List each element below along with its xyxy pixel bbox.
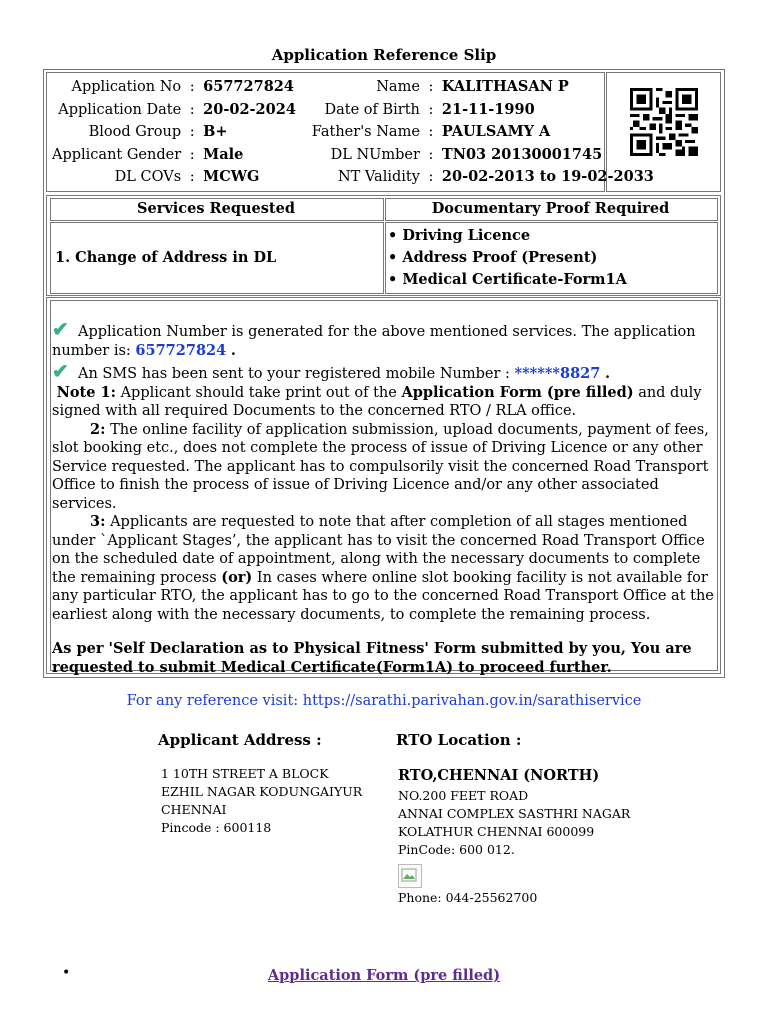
note-1 [52,384,718,421]
sms-message [52,359,718,384]
info-row [52,76,662,99]
colon: : [428,79,434,95]
nt-validity-value: 20-02-2013 to 19-02-2033 [441,168,654,185]
reference-link-text[interactable]: For any reference visit: https://sarathi.parivahan.gov.in/sarathiservice [126,693,642,709]
rto-address-line: PinCode: 600 012. [398,842,515,857]
colon: : [189,169,195,185]
document-item: • Driving Licence [388,227,531,244]
colon: : [428,124,434,140]
dl-covs-label: DL COVs [114,169,182,185]
dob-label: Date of Birth [324,101,420,118]
application-generated-message [52,317,718,360]
address-line: CHENNAI [161,802,227,817]
application-no-label: Application No [71,79,182,95]
gender-label: Applicant Gender [52,146,182,163]
note-3-label: 3: [90,513,106,530]
name-value: KALITHASAN P [441,78,569,95]
note-1-text: Applicant should take print out of the [120,384,397,401]
period: . [230,341,236,359]
document-item: • Address Proof (Present) [388,249,598,266]
document-item: • Medical Certificate-Form1A [388,271,627,288]
note-2 [52,421,718,514]
note-2-label: 2: [90,420,106,438]
info-row [52,121,662,144]
sms-text: An SMS has been sent to your registered mobile Number : [77,366,510,382]
document-list [388,225,627,291]
colon: : [189,79,195,95]
blood-group-value: B+ [203,123,228,140]
rto-address-line: NO.200 FEET ROAD [398,788,529,803]
application-no-value: 657727824 [203,78,294,95]
applicant-info-table [52,76,662,189]
page-title: Application Reference Slip [271,46,497,64]
note-3-text-cont: In cases where online slot booking facility is not available for any particular RTO, the applicant has to go to the concerned Road Transport Office at the earliest along with the necessary documents, to complete the remaining process. [52,569,714,623]
rto-name: RTO,CHENNAI (NORTH) [398,767,600,784]
application-form-text: Application Form (pre filled) [401,383,634,401]
note-2-text: The online facility of application submission, upload documents, payment of fees, slot booking etc., does not complete the process of issue of Driving Licence or any other Service requested. The applicant has to compulsorily visit the concerned Road Transport Office to finish the process of issue of Driving Licence and/or any other associated services. [52,421,709,512]
message-text: Application Number is generated for the above mentioned services. The application number is: [52,324,696,359]
notes-section [52,317,718,677]
applicant-address [161,765,362,837]
nt-validity-label: NT Validity [337,169,420,185]
mobile-number: ******8827 [514,365,601,382]
declaration-text: As per 'Self Declaration as to Physical Fitness' Form submitted by you, You are requested to submit Medical Certificate(Form1A) to proceed further. [52,640,692,676]
dl-number-value: TN03 20130001745 [441,145,603,163]
name-label: Name [376,79,420,95]
colon: : [189,101,195,118]
rto-address-line: KOLATHUR CHENNAI 600099 [398,824,595,839]
fathers-name-value: PAULSAMY A [441,123,551,140]
address-line: EZHIL NAGAR KODUNGAIYUR [161,784,363,799]
info-row [52,166,662,189]
qr-code-icon [630,88,698,156]
note-3 [52,513,718,624]
list-bullet: • [62,965,71,981]
info-row [52,99,662,122]
application-date-label: Application Date [58,101,182,118]
applicant-address-heading: Applicant Address : [158,731,322,749]
documentary-proof-header: Documentary Proof Required [431,200,670,217]
address-line: Pincode : 600118 [161,820,272,835]
broken-image-icon [398,864,422,888]
rto-address-line: ANNAI COMPLEX SASTHRI NAGAR [398,806,631,821]
note-3-text: Applicants are requested to note that after completion of all stages mentioned under `Applicant Stages’, the applicant has to visit the concerned Road Transport Office on the scheduled date of appointment, along with the necessary documents to complete the remaining process [52,514,705,586]
colon: : [428,169,434,185]
dl-number-label: DL NUmber [330,146,420,163]
note-1-label: Note 1: [56,383,116,401]
blood-group-label: Blood Group [88,124,182,140]
colon: : [189,146,195,163]
application-form-link[interactable]: Application Form (pre filled) [267,967,501,984]
application-number: 657727824 [135,341,227,359]
colon: : [189,124,195,140]
fitness-declaration [52,640,718,677]
dob-value: 21-11-1990 [441,100,535,118]
or-text: (or) [221,568,253,586]
note-1-text-cont: and duly signed with all required Documents to the concerned RTO / RLA office. [52,384,702,419]
rto-location-heading: RTO Location : [396,731,522,749]
gender-value: Male [203,145,244,163]
fathers-name-label: Father's Name [311,124,420,140]
address-line: 1 10TH STREET A BLOCK [161,766,329,781]
check-mark-icon: ✔ [52,359,69,383]
service-item: 1. Change of Address in DL [55,249,277,266]
rto-phone: Phone: 044-25562700 [398,890,538,905]
colon: : [428,146,434,163]
check-mark-icon: ✔ [52,317,69,341]
dl-covs-value: MCWG [203,168,260,185]
services-requested-header: Services Requested [137,200,295,217]
rto-address [398,765,630,859]
application-date-value: 20-02-2024 [203,100,296,118]
period: . [604,365,611,382]
info-row [52,144,662,167]
colon: : [428,101,434,118]
